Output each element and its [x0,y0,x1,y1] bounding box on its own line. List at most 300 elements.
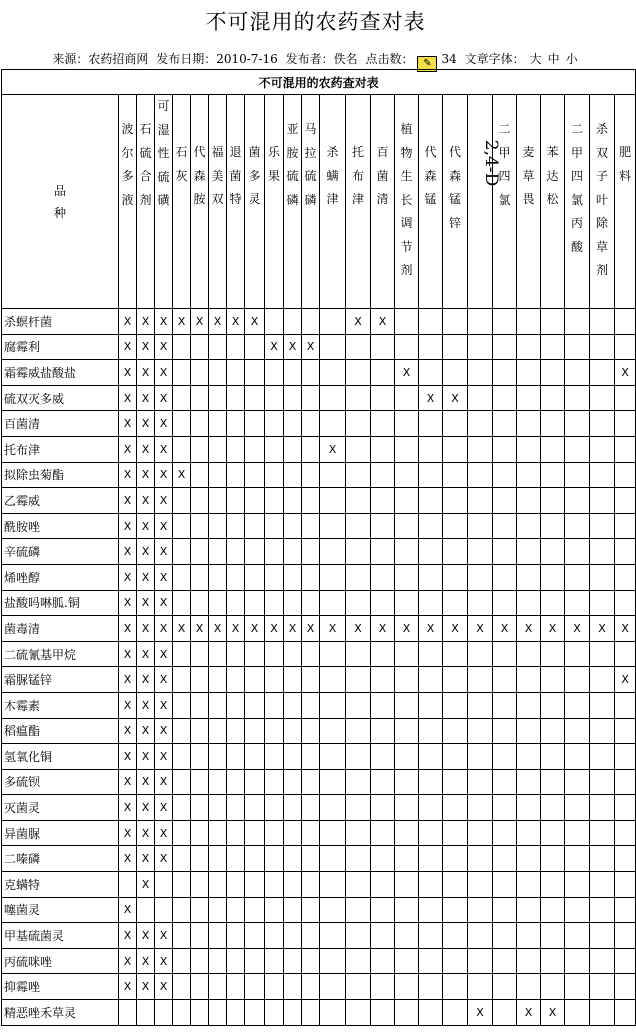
mark-cell [517,718,541,744]
mark-cell [395,820,419,846]
mark-cell [590,309,615,335]
mark-cell [209,641,227,667]
mark-cell [468,744,493,770]
mark-cell [245,436,265,462]
mark-cell [209,692,227,718]
mark-cell: X [137,564,155,590]
mark-cell [468,718,493,744]
mark-cell [173,385,191,411]
mark-cell: X [119,897,137,923]
mark-cell [265,590,284,616]
mark-cell [395,692,419,718]
mark-cell: X [137,334,155,360]
mark-cell [284,923,302,949]
mark-cell [320,539,346,565]
mark-cell [468,872,493,898]
mark-cell [302,667,320,693]
mark-cell [265,795,284,821]
mark-cell [191,667,209,693]
mark-cell: X [155,334,173,360]
mark-cell [346,385,371,411]
mark-cell: X [155,360,173,386]
mark-cell [265,385,284,411]
mark-cell [541,897,565,923]
font-size-small-link[interactable]: 小 [565,52,578,66]
variety-name-cell: 霜脲锰锌 [2,667,119,693]
mark-cell [493,948,517,974]
mark-cell [541,590,565,616]
mark-cell [173,744,191,770]
mark-cell [615,692,636,718]
mark-cell [302,769,320,795]
mark-cell: X [155,846,173,872]
mark-cell [615,872,636,898]
mark-cell [468,385,493,411]
mark-cell [346,820,371,846]
mark-cell [517,667,541,693]
mark-cell [302,513,320,539]
variety-name-cell: 杀螟杆菌 [2,309,119,335]
mark-cell: X [155,436,173,462]
mark-cell: X [137,744,155,770]
mark-cell [245,667,265,693]
mark-cell [209,820,227,846]
mark-cell [395,539,419,565]
mark-cell [371,334,395,360]
mark-cell [265,488,284,514]
mark-cell [493,718,517,744]
mark-cell: X [137,488,155,514]
mark-cell [320,923,346,949]
mark-cell [302,462,320,488]
mark-cell [209,462,227,488]
mark-cell [517,923,541,949]
mark-cell [137,897,155,923]
mark-cell [493,820,517,846]
mark-cell [173,539,191,565]
mark-cell: X [155,795,173,821]
mark-cell: X [155,462,173,488]
variety-name-cell: 拟除虫菊酯 [2,462,119,488]
mark-cell [443,590,468,616]
mark-cell [541,974,565,1000]
column-header: 苯达松 [541,95,565,309]
pesticide-incompatibility-table [1,69,636,1026]
mark-cell [493,974,517,1000]
mark-cell [517,641,541,667]
mark-cell [615,564,636,590]
column-header: 波尔多液 [119,95,137,309]
mark-cell [265,744,284,770]
mark-cell [443,744,468,770]
mark-cell: X [371,309,395,335]
mark-cell [395,769,419,795]
mark-cell [320,795,346,821]
mark-cell [284,436,302,462]
mark-cell [371,1000,395,1026]
mark-cell [209,590,227,616]
mark-cell: X [284,616,302,642]
mark-cell: X [119,667,137,693]
mark-cell [443,769,468,795]
mark-cell: X [137,641,155,667]
mark-cell [419,641,443,667]
mark-cell [265,309,284,335]
mark-cell [493,667,517,693]
font-size-medium-link[interactable]: 中 [547,52,560,66]
mark-cell [443,923,468,949]
mark-cell [346,590,371,616]
mark-cell: X [302,616,320,642]
mark-cell [565,744,590,770]
mark-cell [209,488,227,514]
mark-cell [320,846,346,872]
mark-cell [173,692,191,718]
mark-cell: X [615,616,636,642]
mark-cell [615,641,636,667]
mark-cell [419,692,443,718]
mark-cell [320,590,346,616]
mark-cell [209,436,227,462]
mark-cell [443,462,468,488]
mark-cell [227,411,245,437]
mark-cell [191,539,209,565]
mark-cell [541,309,565,335]
mark-cell: X [137,667,155,693]
mark-cell [245,539,265,565]
mark-cell [468,820,493,846]
mark-cell [395,334,419,360]
table-row [2,872,636,898]
mark-cell [302,360,320,386]
mark-cell: X [227,616,245,642]
mark-cell [541,513,565,539]
mark-cell [209,923,227,949]
mark-cell [541,667,565,693]
mark-cell [265,974,284,1000]
mark-cell: X [119,616,137,642]
mark-cell [227,923,245,949]
mark-cell [443,948,468,974]
table-row [2,923,636,949]
mark-cell: X [137,846,155,872]
mark-cell [245,1000,265,1026]
mark-cell [493,462,517,488]
mark-cell [227,744,245,770]
mark-cell [371,436,395,462]
mark-cell [419,974,443,1000]
column-header: 麦草畏 [517,95,541,309]
mark-cell [265,411,284,437]
mark-cell: X [155,974,173,1000]
mark-cell [517,385,541,411]
mark-cell: X [119,564,137,590]
mark-cell [245,488,265,514]
mark-cell [590,385,615,411]
mark-cell [371,974,395,1000]
mark-cell [565,385,590,411]
mark-cell [395,795,419,821]
mark-cell: X [615,667,636,693]
mark-cell [245,846,265,872]
table-row [2,718,636,744]
mark-cell [265,462,284,488]
mark-cell [265,846,284,872]
mark-cell: X [137,360,155,386]
mark-cell: X [173,309,191,335]
mark-cell [493,923,517,949]
mark-cell [371,385,395,411]
mark-cell [590,488,615,514]
variety-name-cell: 腐霉利 [2,334,119,360]
mark-cell [468,513,493,539]
mark-cell [590,513,615,539]
mark-cell [517,436,541,462]
mark-cell [245,897,265,923]
mark-cell [227,590,245,616]
variety-name-cell: 氢氧化铜 [2,744,119,770]
mark-cell [137,1000,155,1026]
mark-cell [443,641,468,667]
mark-cell [191,385,209,411]
mark-cell [371,564,395,590]
mark-cell: X [119,513,137,539]
mark-cell [590,846,615,872]
mark-cell [320,974,346,1000]
mark-cell [493,539,517,565]
mark-cell [173,974,191,1000]
mark-cell [615,385,636,411]
mark-cell [590,667,615,693]
mark-cell [541,718,565,744]
mark-cell [191,897,209,923]
mark-cell [443,820,468,846]
mark-cell [541,820,565,846]
mark-cell [346,948,371,974]
mark-cell [320,564,346,590]
mark-cell [209,360,227,386]
mark-cell [517,513,541,539]
mark-cell [565,872,590,898]
mark-cell [517,411,541,437]
mark-cell [541,948,565,974]
mark-cell [419,667,443,693]
table-caption: 不可混用的农药查对表 [2,70,636,95]
mark-cell [302,974,320,1000]
mark-cell [191,744,209,770]
mark-cell [191,872,209,898]
mark-cell [320,513,346,539]
mark-cell [541,923,565,949]
mark-cell [443,360,468,386]
mark-cell: X [302,334,320,360]
mark-cell: X [137,718,155,744]
table-row [2,360,636,386]
mark-cell: X [419,616,443,642]
mark-cell [395,590,419,616]
mark-cell: X [137,974,155,1000]
mark-cell: X [419,385,443,411]
mark-cell: X [119,795,137,821]
table-row [2,462,636,488]
mark-cell [590,590,615,616]
mark-cell [443,411,468,437]
mark-cell [565,1000,590,1026]
mark-cell: X [137,923,155,949]
mark-cell [517,795,541,821]
mark-cell [346,744,371,770]
mark-cell [119,872,137,898]
mark-cell [284,309,302,335]
mark-cell: X [119,641,137,667]
mark-cell [173,590,191,616]
mark-cell: X [517,616,541,642]
mark-cell [173,334,191,360]
variety-name-cell: 多硫钡 [2,769,119,795]
mark-cell [541,411,565,437]
table-row [2,309,636,335]
mark-cell [265,1000,284,1026]
column-header: 植物生长调节剂 [395,95,419,309]
mark-cell [443,974,468,1000]
mark-cell: X [615,360,636,386]
mark-cell [493,872,517,898]
mark-cell: X [137,411,155,437]
mark-cell: X [155,769,173,795]
mark-cell [265,641,284,667]
mark-cell [615,309,636,335]
mark-cell [173,564,191,590]
mark-cell [245,564,265,590]
mark-cell [284,795,302,821]
mark-cell [209,564,227,590]
mark-cell [227,667,245,693]
mark-cell: X [395,616,419,642]
variety-header: 品 种 [2,95,119,309]
mark-cell [284,539,302,565]
column-header: 石灰 [173,95,191,309]
mark-cell [590,334,615,360]
mark-cell [284,846,302,872]
mark-cell [173,820,191,846]
mark-cell [209,539,227,565]
mark-cell [615,718,636,744]
column-header: 托布津 [346,95,371,309]
variety-name-cell: 精恶唑禾草灵 [2,1000,119,1026]
mark-cell [590,923,615,949]
mark-cell [320,385,346,411]
mark-cell: X [137,309,155,335]
mark-cell [346,334,371,360]
mark-cell [227,513,245,539]
mark-cell [590,820,615,846]
mark-cell [615,820,636,846]
mark-cell [173,411,191,437]
mark-cell [541,692,565,718]
mark-cell: X [227,309,245,335]
mark-cell [320,462,346,488]
mark-cell [541,436,565,462]
mark-cell [191,360,209,386]
mark-cell [590,872,615,898]
mark-cell [284,667,302,693]
mark-cell [227,641,245,667]
column-header: 肥料 [615,95,636,309]
mark-cell [615,948,636,974]
mark-cell [302,1000,320,1026]
mark-cell [302,948,320,974]
mark-cell [245,872,265,898]
mark-cell [284,488,302,514]
variety-name-cell: 辛硫磷 [2,539,119,565]
mark-cell [173,795,191,821]
mark-cell [419,1000,443,1026]
mark-cell [419,462,443,488]
mark-cell [245,641,265,667]
mark-cell [419,513,443,539]
mark-cell [302,436,320,462]
mark-cell [227,948,245,974]
mark-cell [227,539,245,565]
mark-cell: X [137,590,155,616]
mark-cell [565,692,590,718]
mark-cell [443,667,468,693]
mark-cell [191,641,209,667]
mark-cell: X [119,488,137,514]
mark-cell [284,718,302,744]
mark-cell: X [155,923,173,949]
mark-cell [227,872,245,898]
mark-cell: X [119,769,137,795]
mark-cell: X [155,667,173,693]
mark-cell [493,360,517,386]
mark-cell [590,436,615,462]
mark-cell [346,872,371,898]
mark-cell: X [119,309,137,335]
mark-cell: X [320,436,346,462]
variety-name-cell: 霜霉威盐酸盐 [2,360,119,386]
mark-cell [155,872,173,898]
mark-cell: X [137,820,155,846]
variety-name-cell: 乙霉威 [2,488,119,514]
font-size-large-link[interactable]: 大 [529,52,542,66]
mark-cell: X [137,769,155,795]
mark-cell [517,539,541,565]
mark-cell [320,1000,346,1026]
mark-cell [565,360,590,386]
mark-cell: X [155,564,173,590]
mark-cell: X [245,309,265,335]
mark-cell [517,948,541,974]
table-row [2,795,636,821]
table-row [2,692,636,718]
mark-cell [565,539,590,565]
mark-cell [371,360,395,386]
mark-cell [265,820,284,846]
mark-cell [443,309,468,335]
mark-cell [419,334,443,360]
mark-cell: X [265,616,284,642]
table-row [2,616,636,642]
table-row [2,385,636,411]
mark-cell [320,641,346,667]
table-row [2,974,636,1000]
mark-cell: X [173,616,191,642]
mark-cell [173,923,191,949]
mark-cell [590,744,615,770]
mark-cell [265,872,284,898]
mark-cell [395,897,419,923]
